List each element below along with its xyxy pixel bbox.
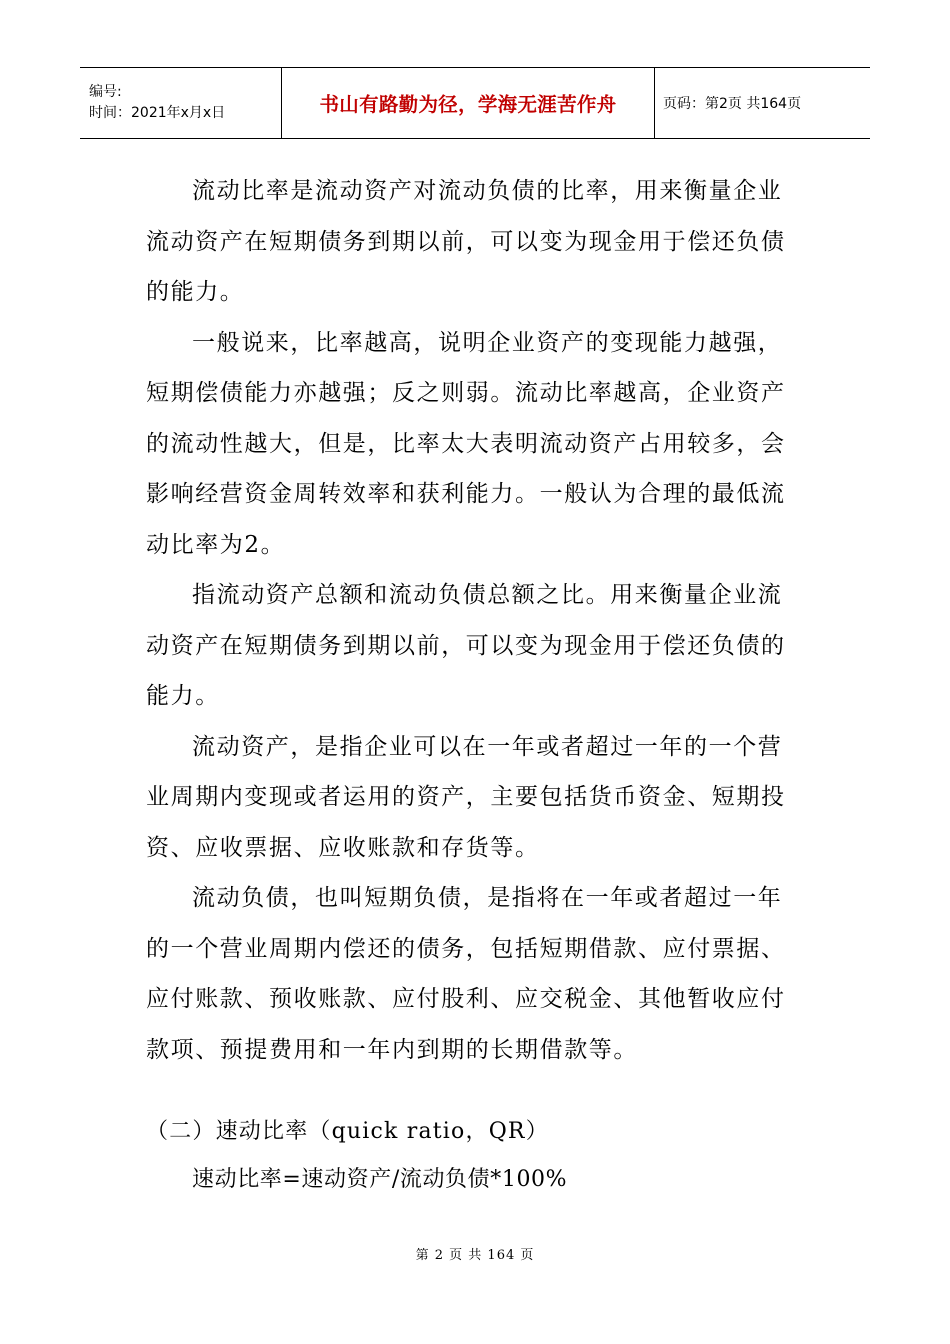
paragraph: 一般说来，比率越高，说明企业资产的变现能力越强，短期偿债能力亦越强；反之则弱。流动比率越高，企业资产的流动性越大，但是，比率太大表明流动资产占用较多，会影响经营资金周转效率和获利能力。一般认为合理的最低流动比率为2。 — [146, 329, 786, 558]
motto-text: 书山有路勤为径，学海无涯苦作舟 — [319, 93, 617, 116]
header-page-info — [655, 68, 870, 138]
page-info-text: 页码：第2页 共164页 — [663, 96, 802, 112]
section-heading: （二）速动比率（quick ratio，QR） — [146, 1119, 549, 1144]
date-line: 时间：2021年x月x日 — [89, 105, 226, 121]
page-footer: 第 2 页 共 164 页 — [415, 1248, 535, 1263]
paragraph: 指流动资产总额和流动负债总额之比。用来衡量企业流动资产在短期债务到期以前，可以变为现金用于偿还负债的能力。 — [146, 582, 786, 709]
page-header — [80, 67, 870, 139]
header-motto — [282, 68, 655, 138]
formula: 速动比率=速动资产/流动负债*100% — [192, 1167, 568, 1192]
number-label: 编号: — [89, 84, 122, 100]
document-body — [146, 166, 806, 1075]
header-meta — [80, 68, 282, 138]
paragraph: 流动资产，是指企业可以在一年或者超过一年的一个营业周期内变现或者运用的资产，主要包括货币资金、短期投资、应收票据、应收账款和存货等。 — [146, 733, 786, 861]
paragraph: 流动比率是流动资产对流动负债的比率，用来衡量企业流动资产在短期债务到期以前，可以变为现金用于偿还负债的能力。 — [146, 178, 786, 305]
paragraph: 流动负债，也叫短期负债，是指将在一年或者超过一年的一个营业周期内偿还的债务，包括短期借款、应付票据、应付账款、预收账款、应付股利、应交税金、其他暂收应付款项、预提费用和一年内到期的长期借款等。 — [146, 885, 786, 1063]
